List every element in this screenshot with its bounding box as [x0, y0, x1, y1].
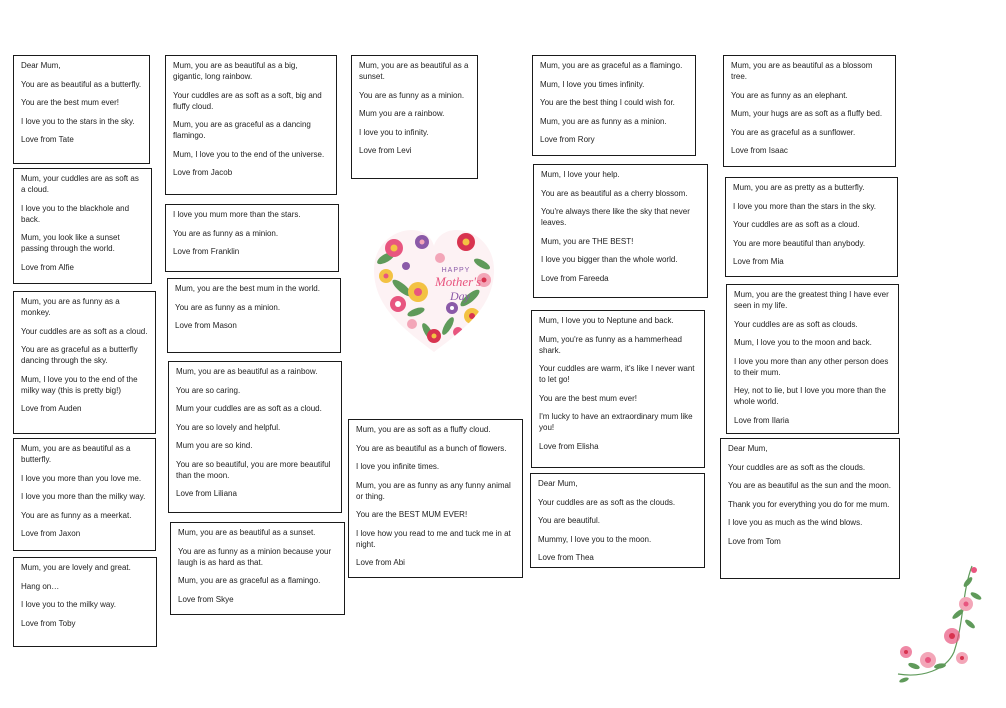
- card-signature: Love from Rory: [540, 135, 595, 144]
- card-line: Dear Mum,: [728, 444, 768, 453]
- card-line: You are as funny as an elephant.: [731, 90, 848, 100]
- card-line: Your cuddles are as soft as clouds.: [734, 319, 858, 329]
- card-signature: Love from Elisha: [539, 441, 599, 451]
- card-line: Mum, you are as funny as any funny animal or thing.: [356, 480, 511, 501]
- card-line: I love you infinite times.: [356, 462, 440, 471]
- message-card-tate: [13, 55, 150, 164]
- card-line: You are as funny as a minion.: [359, 90, 465, 100]
- card-line: Mum, I love you to the end of the universe.: [173, 149, 325, 159]
- message-card-abi: [348, 419, 523, 578]
- card-signature: Love from Thea: [538, 553, 594, 562]
- card-line: I love you bigger than the whole world.: [541, 255, 678, 264]
- message-card-elisha: [531, 310, 705, 468]
- card-line: I love you more than the milky way.: [21, 492, 146, 501]
- card-line: Mum, I love your help.: [541, 170, 620, 179]
- message-card-mason: [167, 278, 341, 353]
- card-line: Mum, you are THE BEST!: [541, 236, 634, 246]
- card-line: You are as beautiful as the sun and the moon.: [728, 481, 891, 490]
- card-line: I love you to the stars in the sky.: [21, 116, 135, 126]
- card-line: Mum, you are the best mum in the world.: [175, 284, 320, 293]
- message-card-rory: [532, 55, 696, 156]
- card-line: Mum, you are as graceful as a flamingo.: [178, 576, 321, 585]
- card-line: Mum, you are as funny as a minion.: [540, 116, 667, 126]
- card-line: Thank you for everything you do for me mum.: [728, 499, 890, 509]
- card-line: Mum, your hugs are as soft as a fluffy bed.: [731, 109, 883, 118]
- heart-day-text: Day: [450, 289, 470, 303]
- message-card-toby: [13, 557, 157, 647]
- card-line: I love you more than any other person does to their mum.: [734, 356, 889, 377]
- card-line: I love you to infinity.: [359, 127, 429, 137]
- card-signature: Love from Fareeda: [541, 273, 609, 283]
- card-signature: Love from Jaxon: [21, 529, 81, 538]
- card-line: Mum, you are as soft as a fluffy cloud.: [356, 425, 491, 434]
- card-line: You are as graceful as a butterfly dancing through the sky.: [21, 345, 138, 365]
- card-signature: Love from Abi: [356, 558, 405, 567]
- card-line: You are as funny as a meerkat.: [21, 510, 132, 520]
- card-signature: Love from Ilaria: [734, 415, 790, 425]
- card-line: I love you to the blackhole and back.: [21, 203, 130, 224]
- message-card-tom: [720, 438, 900, 579]
- card-line: Dear Mum,: [538, 479, 578, 488]
- card-line: Mum, you are as beautiful as a rainbow.: [176, 367, 318, 376]
- card-line: Mum, I love you times infinity.: [540, 79, 645, 89]
- message-card-levi: [351, 55, 478, 179]
- message-card-jacob: [165, 55, 337, 195]
- card-line: Mum, you look like a sunset passing through the world.: [21, 233, 120, 253]
- message-card-isaac: [723, 55, 896, 167]
- card-line: You're always there like the sky that never leaves.: [541, 207, 690, 227]
- card-signature: Love from Tom: [728, 536, 781, 546]
- card-signature: Love from Alfie: [21, 262, 74, 272]
- message-card-jaxon: [13, 438, 156, 551]
- card-signature: Love from Skye: [178, 594, 234, 604]
- card-line: Mum, I love you to the moon and back.: [734, 338, 872, 347]
- card-line: Mum you are so kind.: [176, 441, 253, 450]
- card-line: Your cuddles are warm, it's like I never want to let go!: [539, 364, 695, 384]
- card-line: You are so beautiful, you are more beautiful than the moon.: [176, 459, 331, 480]
- card-line: Mum your cuddles are as soft as a cloud.: [176, 404, 322, 413]
- message-card-ilaria: [726, 284, 899, 434]
- card-line: Mum, you are as beautiful as a big, gigantic, long rainbow.: [173, 61, 298, 81]
- message-card-mia: [725, 177, 898, 277]
- card-line: You are as beautiful as a cherry blossom.: [541, 188, 688, 198]
- card-signature: Love from Isaac: [731, 146, 788, 155]
- card-signature: Love from Auden: [21, 404, 82, 413]
- card-line: I love you more than the stars in the sky.: [733, 201, 877, 211]
- card-line: Mum, you are as beautiful as a sunset.: [178, 528, 316, 537]
- card-line: You are the BEST MUM EVER!: [356, 510, 468, 519]
- card-line: You are so lovely and helpful.: [176, 422, 281, 432]
- message-card-skye: [170, 522, 345, 615]
- message-card-alfie: [13, 168, 152, 284]
- corner-flower-decoration: [892, 562, 992, 686]
- card-signature: Love from Toby: [21, 618, 76, 628]
- card-line: Your cuddles are as soft as a cloud.: [733, 220, 860, 229]
- card-line: Mum, you are as beautiful as a blossom tree.: [731, 61, 873, 81]
- card-line: Mum, your cuddles are as soft as a cloud.: [21, 174, 139, 194]
- card-line: Mummy, I love you to the moon.: [538, 534, 652, 544]
- card-line: I love how you read to me and tuck me in at night.: [356, 528, 511, 549]
- card-line: Your cuddles are as soft as a cloud.: [21, 326, 148, 336]
- card-line: I'm lucky to have an extraordinary mum like you!: [539, 412, 693, 432]
- card-line: You are as funny as a minion.: [173, 228, 279, 238]
- card-line: Mum, you're as funny as a hammerhead shark.: [539, 334, 682, 355]
- floral-heart-image: [372, 228, 496, 356]
- card-line: You are the best thing I could wish for.: [540, 98, 675, 107]
- card-signature: Love from Tate: [21, 135, 74, 144]
- card-signature: Love from Franklin: [173, 247, 240, 256]
- card-line: Hang on…: [21, 581, 60, 591]
- card-line: I love you to the milky way.: [21, 600, 116, 609]
- card-line: You are as funny as a minion because your laugh is as hard as that.: [178, 546, 332, 567]
- card-line: You are more beautiful than anybody.: [733, 238, 866, 248]
- message-card-franklin: [165, 204, 339, 272]
- card-line: Mum, you are as beautiful as a sunset.: [359, 61, 469, 81]
- card-line: Mum, you are lovely and great.: [21, 563, 131, 572]
- card-line: Mum you are a rainbow.: [359, 109, 445, 118]
- message-card-thea: [530, 473, 705, 568]
- card-line: Mum, you are as pretty as a butterfly.: [733, 183, 865, 192]
- card-line: I love you as much as the wind blows.: [728, 518, 863, 527]
- card-line: Your cuddles are as soft as the clouds.: [728, 462, 866, 472]
- card-line: You are as beautiful as a bunch of flowers.: [356, 443, 507, 453]
- card-line: You are as beautiful as a butterfly.: [21, 79, 142, 89]
- card-line: You are so caring.: [176, 385, 241, 395]
- card-line: You are the best mum ever!: [539, 393, 637, 403]
- card-line: Mum, you are as beautiful as a butterfly.: [21, 444, 131, 464]
- card-line: Your cuddles are as soft as a soft, big and fluffy cloud.: [173, 90, 322, 111]
- card-line: You are the best mum ever!: [21, 98, 119, 107]
- heart-mothers-text: Mother's: [434, 274, 482, 289]
- card-line: Mum, you are the greatest thing I have ever seen in my life.: [734, 290, 889, 310]
- card-line: Mum, you are as graceful as a dancing flamingo.: [173, 120, 311, 140]
- card-signature: Love from Jacob: [173, 168, 233, 177]
- card-signature: Love from Mason: [175, 321, 237, 330]
- message-card-auden: [13, 291, 156, 434]
- card-line: Mum, I love you to the end of the milky way (this is pretty big!): [21, 374, 138, 395]
- card-line: You are beautiful.: [538, 516, 600, 525]
- card-line: Your cuddles are as soft as the clouds.: [538, 497, 676, 507]
- heart-happy-text: HAPPY: [441, 267, 471, 274]
- card-line: Mum, you are as graceful as a flamingo.: [540, 61, 683, 70]
- message-card-liliana: [168, 361, 342, 513]
- card-line: You are as funny as a minion.: [175, 302, 281, 312]
- message-card-fareeda: [533, 164, 708, 298]
- card-line: Mum, I love you to Neptune and back.: [539, 316, 674, 325]
- card-line: Mum, you are as funny as a monkey.: [21, 297, 120, 317]
- card-signature: Love from Levi: [359, 146, 412, 155]
- card-line: Hey, not to lie, but I love you more than the whole world.: [734, 386, 886, 406]
- card-line: You are as graceful as a sunflower.: [731, 127, 856, 137]
- card-line: Dear Mum,: [21, 61, 61, 70]
- card-line: I love you mum more than the stars.: [173, 210, 301, 219]
- card-signature: Love from Mia: [733, 257, 784, 266]
- card-line: I love you more than you love me.: [21, 473, 142, 483]
- card-signature: Love from Liliana: [176, 489, 237, 498]
